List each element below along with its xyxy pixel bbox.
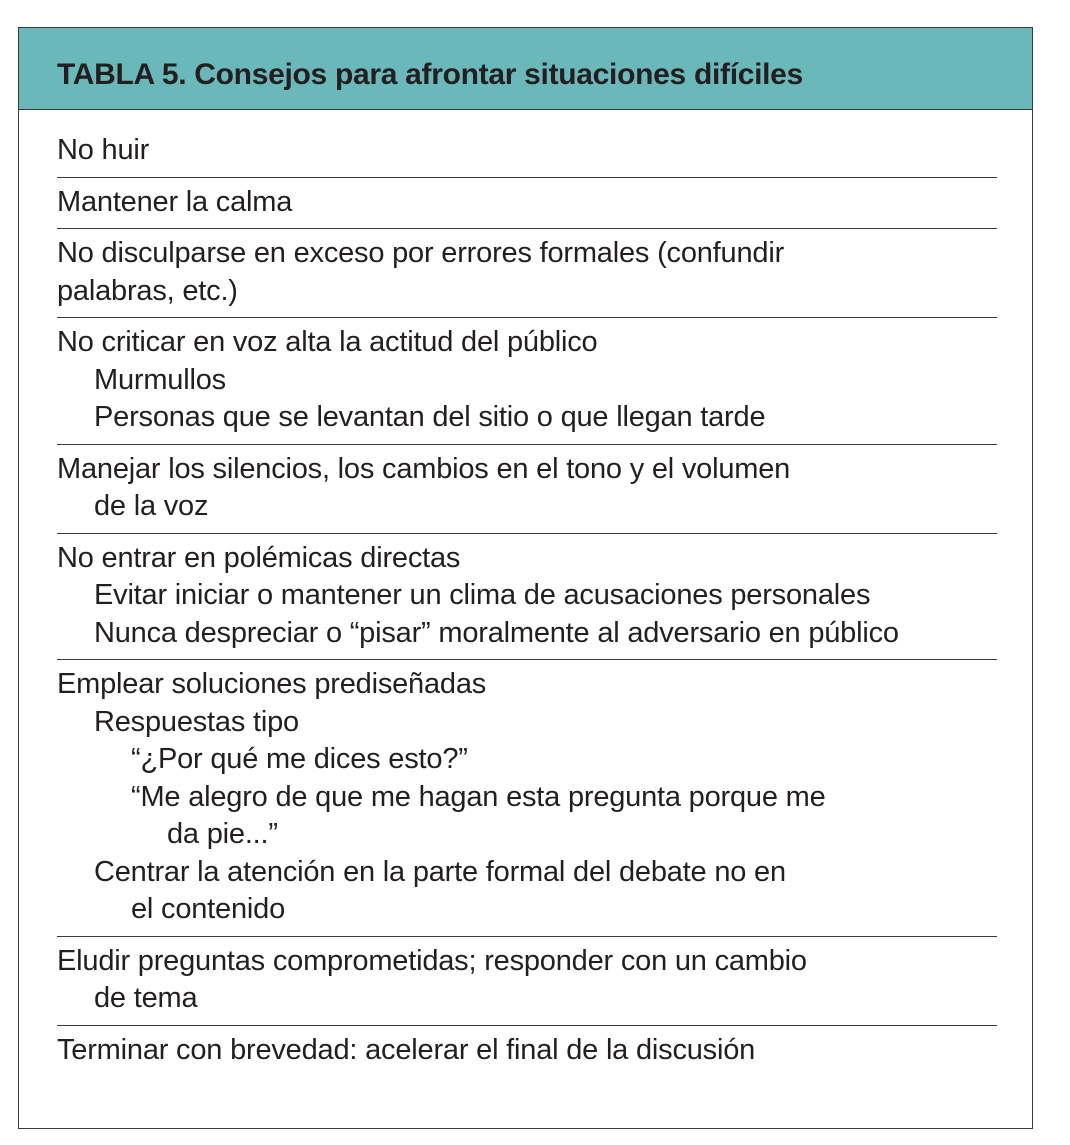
- table-row: [57, 445, 997, 534]
- table-row-line: Respuestas tipo: [94, 705, 299, 738]
- table-row-line: Terminar con brevedad: acelerar el final de la discusión: [57, 1033, 756, 1066]
- table-row-line: Murmullos: [94, 363, 226, 396]
- table-row-line: de la voz: [94, 490, 209, 522]
- table-row: [57, 229, 997, 318]
- table-row: [57, 318, 997, 445]
- table-row-line: Evitar iniciar o mantener un clima de acusaciones personales: [94, 579, 871, 611]
- table-row-line: No entrar en polémicas directas: [57, 541, 461, 574]
- table-row-line: Eludir preguntas comprometidas; responder con un cambio: [57, 944, 807, 977]
- table-frame: [18, 27, 1033, 1129]
- table-row-line: Emplear soluciones prediseñadas: [57, 668, 487, 700]
- table-row-line: “¿Por qué me dices esto?”: [131, 743, 468, 775]
- table-row-line: el contenido: [131, 893, 285, 925]
- table-row: [57, 534, 997, 661]
- table-row-line: “Me alegro de que me hagan esta pregunta porque me: [131, 780, 826, 813]
- table-row-line: No huir: [57, 134, 150, 166]
- table-row: [57, 178, 997, 230]
- table-row-line: de tema: [94, 982, 198, 1014]
- table-body: [57, 126, 997, 1076]
- table-row-line: Centrar la atención en la parte formal del debate no en: [94, 855, 786, 888]
- table-row-line: No disculparse en exceso por errores formales (confundir: [57, 237, 785, 269]
- table-row: [57, 126, 997, 178]
- table-row-line: palabras, etc.): [57, 274, 238, 307]
- table-row-line: No criticar en voz alta la actitud del público: [57, 326, 598, 358]
- table-row-line: Mantener la calma: [57, 185, 293, 218]
- table-header: [19, 28, 1032, 110]
- table-title: TABLA 5. Consejos para afrontar situaciones difíciles: [57, 58, 803, 91]
- table-row-line: Nunca despreciar o “pisar” moralmente al adversario en público: [94, 616, 899, 649]
- table-row-line: Manejar los silencios, los cambios en el tono y el volumen: [57, 452, 791, 485]
- table-row-line: da pie...”: [167, 818, 278, 850]
- table-row: [57, 660, 997, 937]
- table-row: [57, 1026, 997, 1077]
- table-row-line: Personas que se levantan del sitio o que llegan tarde: [94, 401, 766, 433]
- table-row: [57, 937, 997, 1026]
